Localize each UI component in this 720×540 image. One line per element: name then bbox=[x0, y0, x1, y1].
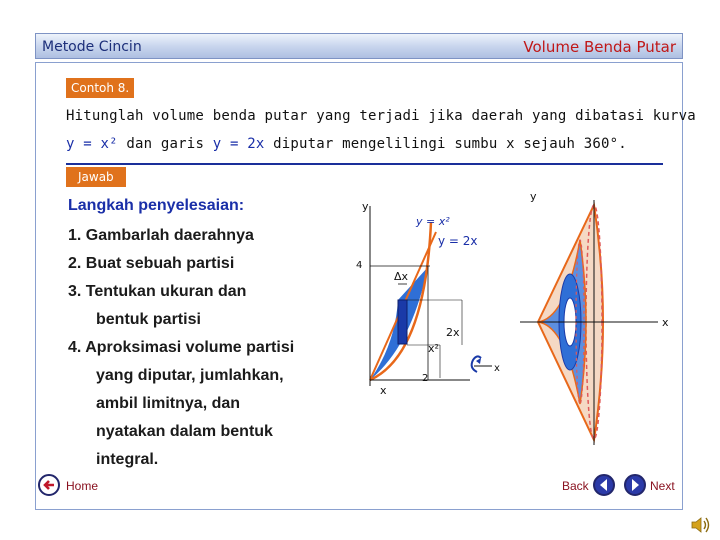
dx-label: Δx bbox=[394, 270, 409, 283]
line-equation: y = 2x bbox=[212, 136, 265, 152]
example-tag: Contoh 8. bbox=[66, 78, 134, 98]
speaker-icon[interactable] bbox=[690, 515, 712, 535]
curve-label: y = x² bbox=[416, 215, 450, 228]
rotation-arrow-icon bbox=[472, 356, 492, 372]
home-label[interactable]: Home bbox=[66, 479, 99, 493]
steps-heading: Langkah penyelesaian: bbox=[68, 197, 245, 214]
problem-text-2d: diputar mengelilingi sumbu x sejauh 360°. bbox=[264, 136, 627, 152]
step-4: 4. Aproksimasi volume partisi bbox=[68, 339, 295, 356]
page-title: Volume Benda Putar bbox=[523, 38, 676, 56]
step-3: 3. Tentukan ukuran dan bbox=[68, 283, 247, 300]
solid-figure bbox=[520, 190, 680, 470]
back-button[interactable] bbox=[593, 474, 615, 496]
back-label[interactable]: Back bbox=[562, 479, 589, 493]
step-1: 1. Gambarlah daerahnya bbox=[68, 227, 254, 244]
step-4-cont-2: ambil limitnya, dan bbox=[96, 395, 241, 412]
divider-line bbox=[66, 163, 663, 165]
step-3-cont: bentuk partisi bbox=[96, 311, 201, 328]
problem-line-2 bbox=[66, 136, 627, 152]
step-4-cont-4: integral. bbox=[96, 451, 159, 468]
region-graph bbox=[340, 190, 520, 400]
step-4-cont-3: nyatakan dalam bentuk bbox=[96, 423, 273, 440]
next-arrow-icon bbox=[626, 476, 644, 494]
partition-strip bbox=[398, 300, 407, 344]
line-label: y = 2x bbox=[438, 234, 478, 248]
answer-tag: Jawab bbox=[66, 167, 126, 187]
solid-y-label: y bbox=[530, 190, 537, 203]
problem-text-2b: dan garis bbox=[117, 136, 213, 152]
rotate-axis-label: x bbox=[494, 363, 500, 374]
label-x2: x² bbox=[428, 342, 439, 355]
back-arrow-icon bbox=[595, 476, 613, 494]
step-4-cont-1: yang diputar, jumlahkan, bbox=[96, 367, 284, 384]
home-button[interactable] bbox=[38, 474, 60, 496]
curve-equation: y = x² bbox=[66, 136, 118, 152]
step-2: 2. Buat sebuah partisi bbox=[68, 255, 235, 272]
x-axis-label: x bbox=[380, 384, 387, 397]
y-tick-4: 4 bbox=[356, 260, 363, 271]
problem-line-1: Hitunglah volume benda putar yang terjadi jika daerah yang dibatasi kurva bbox=[66, 108, 696, 124]
y-axis-label: y bbox=[362, 200, 369, 213]
section-title: Metode Cincin bbox=[42, 39, 142, 55]
x-tick-2: 2 bbox=[422, 373, 429, 384]
solid-x-label: x bbox=[662, 316, 669, 329]
next-label[interactable]: Next bbox=[650, 479, 675, 493]
header-bar bbox=[35, 33, 683, 59]
next-button[interactable] bbox=[624, 474, 646, 496]
label-2x: 2x bbox=[446, 326, 460, 339]
home-arrow-icon bbox=[40, 476, 58, 494]
